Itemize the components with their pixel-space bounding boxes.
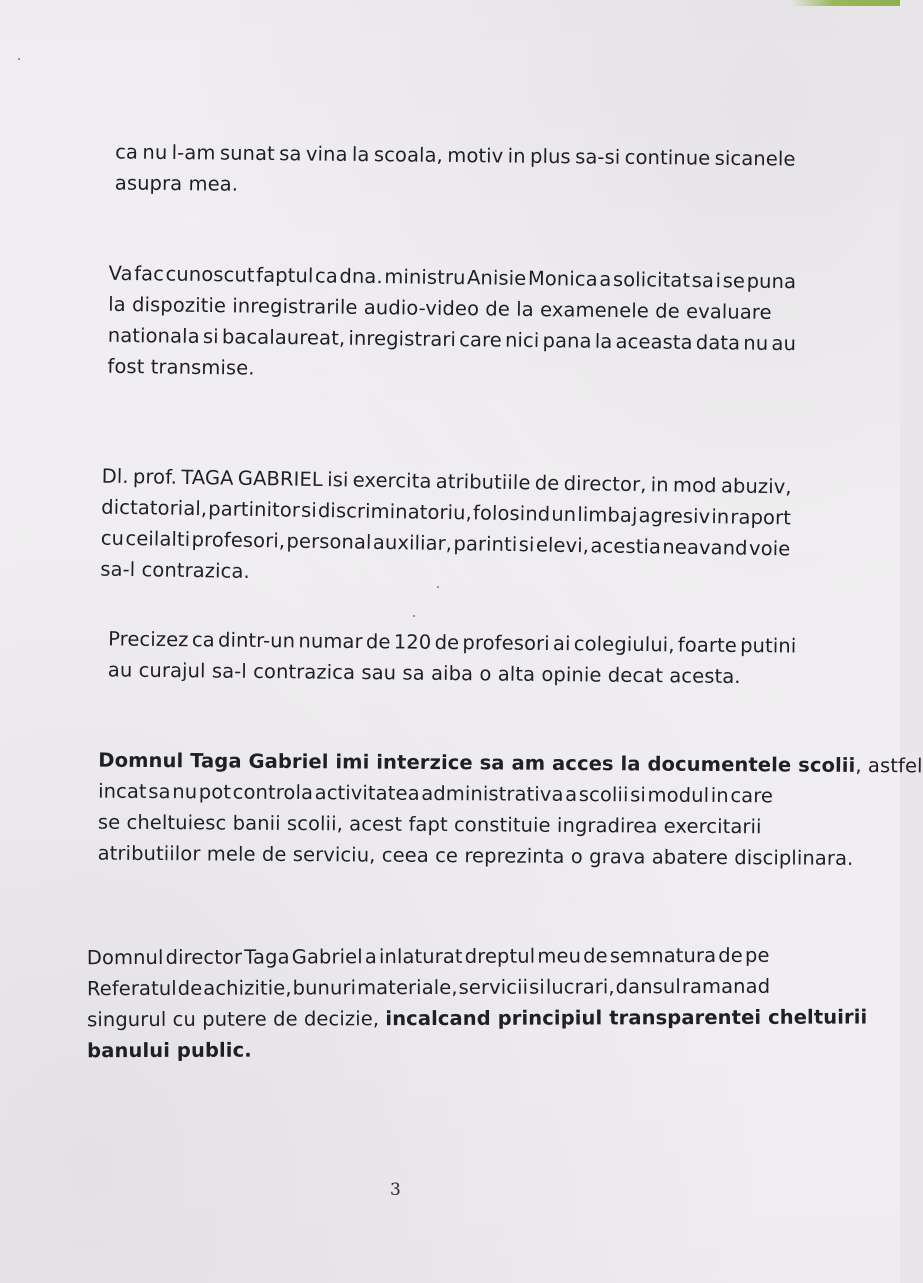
paragraph-5-line-3: se cheltuiesc banii scolii, acest fapt constituie ingradirea exercitarii: [97, 810, 762, 839]
paragraph-6-line-3-normal: singurul cu putere de decizie,: [87, 1007, 386, 1032]
paragraph-5-line-1: [98, 745, 923, 781]
paper-speck: [18, 58, 20, 60]
paragraph-1: [115, 136, 796, 205]
paragraph-6-line-4: banului public.: [87, 1038, 252, 1063]
paragraph-6-line-3-bold: incalcand principiul transparentei cheltuirii: [385, 1005, 868, 1031]
paragraph-2-line-1: Va fac cunoscut faptul ca dna. ministru Anisie Monica a solicitat sa i se puna: [108, 261, 797, 294]
paragraph-6-line-3: [87, 1002, 868, 1035]
paragraph-1-line-2: asupra mea.: [114, 171, 239, 196]
background-green-strip: [790, 0, 900, 6]
paragraph-3: [100, 461, 792, 596]
paragraph-1-line-1: ca nu l-am sunat sa vina la scoala, motiv in plus sa-si continue sicanele: [115, 140, 796, 171]
paper-speck: [413, 615, 415, 617]
paragraph-5-line-2: incat sa nu pot controla activitatea administrativa a scolii si modul in care: [98, 779, 774, 808]
paragraph-2-line-4: fost transmise.: [107, 354, 255, 380]
paragraph-2: [107, 258, 796, 390]
paragraph-3-line-4: sa-l contrazica.: [100, 557, 250, 583]
page-number: 3: [390, 1180, 401, 1200]
paragraph-4: [108, 623, 797, 692]
paper-speck: [437, 586, 439, 588]
paragraph-5-line-1-rest: , astfel: [855, 753, 923, 778]
paragraph-6-line-2: Referatul de achizitie, bunuri materiale, servicii si lucrari, dansul ramanad: [86, 974, 771, 1001]
paragraph-6-line-1: Domnul director Taga Gabriel a inlaturat dreptul meu de semnatura de pe: [86, 943, 770, 970]
paragraph-5-line-4: atributiilor mele de serviciu, ceea ce reprezinta o grava abatere disciplinara.: [97, 841, 854, 870]
paragraph-3-line-1: Dl. prof. TAGA GABRIEL isi exercita atributiile de director, in mod abuziv,: [101, 464, 792, 499]
paragraph-6: [86, 940, 868, 1066]
paragraph-2-line-3: nationala si bacalaureat, inregistrari care nici pana la aceasta data nu au: [107, 323, 797, 356]
paragraph-4-line-2: au curajul sa-l contrazica sau sa aiba o alta opinie decat acesta.: [107, 658, 741, 689]
paragraph-2-line-2: la dispozitie inregistrarile audio-video de la examenele de evaluare: [108, 292, 772, 324]
paragraph-5: [97, 745, 923, 874]
paragraph-4-line-1: Precizez ca dintr-un numar de 120 de profesori ai colegiului, foarte putini: [108, 627, 797, 658]
paragraph-3-line-3: cu ceilalti profesori, personal auxiliar, parinti si elevi, acestia neavand voie: [100, 526, 791, 561]
paragraph-3-line-2: dictatorial, partinitor si discriminatoriu, folosind un limbaj agresiv in raport: [101, 495, 792, 530]
paragraph-5-line-1-bold: Domnul Taga Gabriel imi interzice sa am acces la documentele scolii: [98, 748, 856, 777]
